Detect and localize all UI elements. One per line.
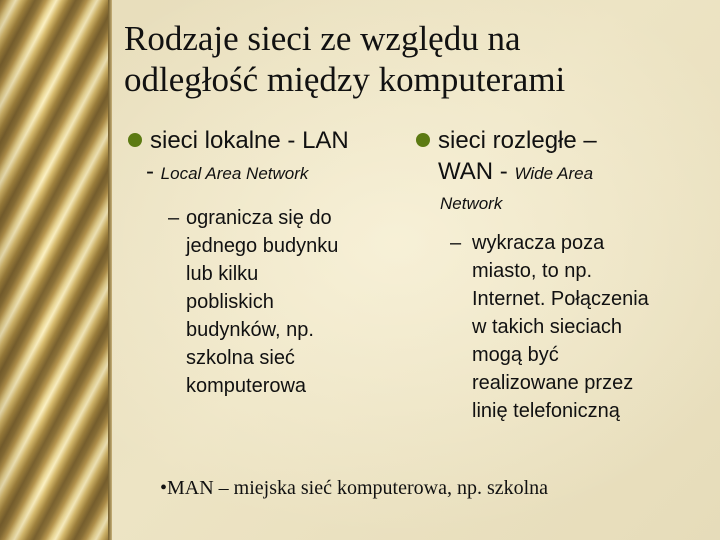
title-line-1: Rodzaje sieci ze względu na bbox=[124, 19, 521, 58]
bullet-dot-icon bbox=[416, 133, 430, 147]
lan-heading: sieci lokalne - LAN bbox=[150, 127, 349, 154]
lan-description-dash: – bbox=[168, 207, 180, 229]
wan-expansion-part1: Wide Area bbox=[514, 164, 594, 183]
wan-desc-line: miasto, to np. bbox=[472, 260, 593, 282]
lan-desc-line: lub kilku bbox=[186, 263, 259, 285]
lan-desc-line: budynków, np. bbox=[186, 319, 314, 341]
wan-abbrev: WAN - bbox=[438, 158, 508, 185]
slide-title bbox=[124, 18, 704, 100]
wan-subheading-row-2 bbox=[416, 192, 716, 217]
lan-desc-line: komputerowa bbox=[186, 375, 307, 397]
wan-heading: sieci rozległe – bbox=[438, 127, 597, 154]
title-line-2: odległość między komputerami bbox=[124, 60, 566, 99]
wan-desc-line: Internet. Połączenia bbox=[472, 288, 649, 310]
bullet-dot-icon bbox=[128, 133, 142, 147]
wan-desc-line: wykracza poza bbox=[472, 232, 605, 254]
lan-description bbox=[128, 204, 408, 400]
wan-heading-row bbox=[416, 126, 716, 156]
wan-description-lines bbox=[472, 229, 716, 425]
wan-description-dash: – bbox=[450, 232, 462, 254]
lan-column bbox=[128, 126, 408, 400]
lan-desc-line: pobliskich bbox=[186, 291, 274, 313]
wan-desc-line: linię telefoniczną bbox=[472, 400, 620, 422]
wan-desc-line: mogą być bbox=[472, 344, 559, 366]
wan-description bbox=[416, 229, 716, 425]
lan-expansion: Local Area Network bbox=[160, 164, 309, 183]
lan-desc-line: ogranicza się do bbox=[186, 207, 332, 229]
border-edge-divider bbox=[108, 0, 112, 540]
lan-description-lines bbox=[186, 204, 408, 400]
man-footnote: •MAN – miejska sieć komputerowa, np. szkolna bbox=[160, 477, 549, 499]
lan-desc-line: jednego budynku bbox=[186, 235, 339, 257]
lan-dash: - bbox=[146, 158, 154, 185]
wan-expansion-part2: Network bbox=[440, 194, 503, 213]
lan-subheading-row bbox=[128, 156, 408, 190]
wan-subheading-row bbox=[416, 156, 716, 190]
wan-desc-line: w takich sieciach bbox=[472, 316, 623, 338]
wan-desc-line: realizowane przez bbox=[472, 372, 634, 394]
lan-heading-row bbox=[128, 126, 408, 156]
decorative-gold-border bbox=[0, 0, 108, 540]
wan-column bbox=[416, 126, 716, 425]
lan-desc-line: szkolna sieć bbox=[186, 347, 295, 369]
